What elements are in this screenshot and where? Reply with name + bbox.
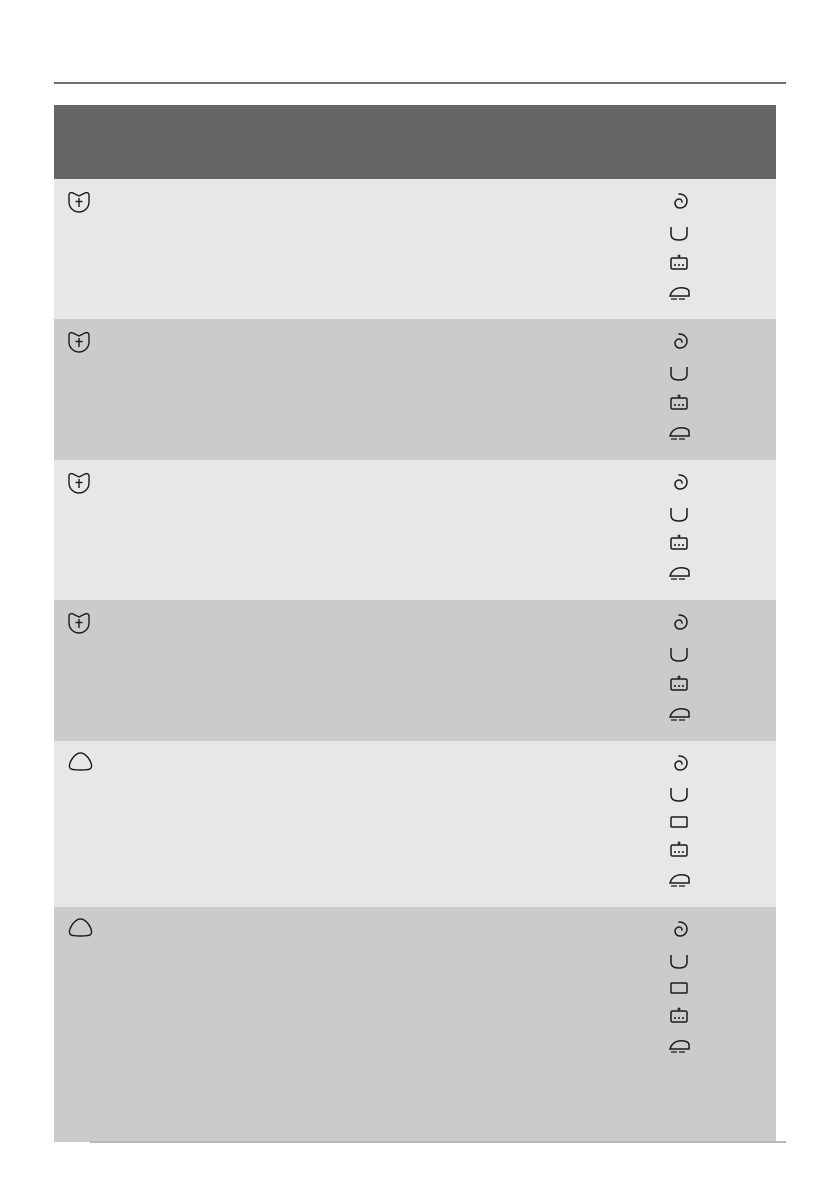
table-row xyxy=(54,907,776,1142)
wash-tub-icon xyxy=(66,610,202,641)
row-load-cell xyxy=(479,741,657,907)
dryer-icon xyxy=(667,1006,768,1031)
iron-icon xyxy=(667,283,768,308)
wash-tub-icon xyxy=(66,470,202,501)
symbol-stack xyxy=(667,331,768,447)
wash-tub-icon xyxy=(66,189,202,220)
load-cell-inner xyxy=(479,460,657,482)
column-header-load-label xyxy=(479,105,657,125)
table-row xyxy=(54,460,776,600)
program-cell-inner xyxy=(54,319,214,372)
row-symbols-cell xyxy=(657,600,776,740)
program-cell-inner xyxy=(54,460,214,513)
tub-icon xyxy=(667,784,768,809)
row-symbols-cell xyxy=(657,319,776,459)
spin-icon xyxy=(667,331,768,358)
symbols-cell-inner xyxy=(657,179,776,319)
row-description-cell xyxy=(214,319,479,459)
table-row xyxy=(54,600,776,740)
table-row xyxy=(54,319,776,459)
tub-icon xyxy=(667,951,768,976)
column-header-load xyxy=(479,105,657,179)
dryer-icon xyxy=(667,674,768,699)
row-description-cell xyxy=(214,600,479,740)
table-header-row xyxy=(54,105,776,179)
row-program-cell xyxy=(54,907,214,1142)
symbol-stack xyxy=(667,919,768,1061)
symbol-stack xyxy=(667,612,768,728)
iron-icon xyxy=(667,1036,768,1061)
row-description-cell xyxy=(214,179,479,319)
row-symbols-cell xyxy=(657,460,776,600)
symbol-stack xyxy=(667,191,768,307)
load-cell-inner xyxy=(479,741,657,763)
row-program-cell xyxy=(54,319,214,459)
symbols-cell-inner xyxy=(657,319,776,459)
row-program-cell xyxy=(54,460,214,600)
symbols-cell-inner xyxy=(657,460,776,600)
iron-icon xyxy=(667,563,768,588)
row-load-cell xyxy=(479,319,657,459)
iron-icon xyxy=(667,704,768,729)
row-load-cell xyxy=(479,460,657,600)
row-description-cell xyxy=(214,741,479,907)
rinse-hold-icon xyxy=(667,980,768,1001)
header-rule xyxy=(54,82,786,84)
row-symbols-cell xyxy=(657,907,776,1142)
row-program-cell xyxy=(54,600,214,740)
spin-icon xyxy=(667,919,768,946)
description-cell-inner xyxy=(214,460,479,482)
row-description-cell xyxy=(214,460,479,600)
symbols-cell-inner xyxy=(657,741,776,907)
load-cell-inner xyxy=(479,907,657,929)
column-header-symbols xyxy=(657,105,776,179)
description-cell-inner xyxy=(214,319,479,341)
table-row xyxy=(54,741,776,907)
iron-icon xyxy=(667,870,768,895)
table-body xyxy=(54,179,776,1142)
wash-tub-icon xyxy=(66,329,202,360)
row-program-cell xyxy=(54,179,214,319)
load-cell-inner xyxy=(479,319,657,341)
description-cell-inner xyxy=(214,741,479,763)
column-header-description xyxy=(214,105,479,179)
tub-icon xyxy=(667,504,768,529)
dryer-icon xyxy=(667,840,768,865)
column-header-program xyxy=(54,105,214,179)
table-header xyxy=(54,105,776,179)
symbol-stack xyxy=(667,753,768,895)
table-row xyxy=(54,179,776,319)
row-load-cell xyxy=(479,600,657,740)
tub-icon xyxy=(667,644,768,669)
row-description-cell xyxy=(214,907,479,1142)
row-symbols-cell xyxy=(657,179,776,319)
rinse-hold-icon xyxy=(667,814,768,835)
spin-icon xyxy=(667,612,768,639)
drop-icon xyxy=(66,917,202,944)
column-header-description-label xyxy=(214,105,479,125)
description-cell-inner xyxy=(214,600,479,622)
program-cell-inner xyxy=(54,600,214,653)
row-program-cell xyxy=(54,741,214,907)
dryer-icon xyxy=(667,393,768,418)
dryer-icon xyxy=(667,533,768,558)
symbol-stack xyxy=(667,472,768,588)
description-cell-inner xyxy=(214,907,479,929)
load-cell-inner xyxy=(479,179,657,201)
program-cell-inner xyxy=(54,907,214,956)
drop-icon xyxy=(66,751,202,778)
dryer-icon xyxy=(667,253,768,278)
spin-icon xyxy=(667,191,768,218)
symbols-cell-inner xyxy=(657,600,776,740)
tub-icon xyxy=(667,363,768,388)
iron-icon xyxy=(667,423,768,448)
programme-table xyxy=(54,105,776,1142)
row-load-cell xyxy=(479,179,657,319)
program-cell-inner xyxy=(54,741,214,790)
column-header-symbols-label xyxy=(657,105,776,125)
column-header-program-label xyxy=(54,105,214,125)
spin-icon xyxy=(667,753,768,780)
program-cell-inner xyxy=(54,179,214,232)
symbols-cell-inner xyxy=(657,907,776,1073)
description-cell-inner xyxy=(214,179,479,201)
spin-icon xyxy=(667,472,768,499)
tub-icon xyxy=(667,223,768,248)
row-load-cell xyxy=(479,907,657,1142)
footer-rule xyxy=(90,1141,786,1143)
row-symbols-cell xyxy=(657,741,776,907)
load-cell-inner xyxy=(479,600,657,622)
